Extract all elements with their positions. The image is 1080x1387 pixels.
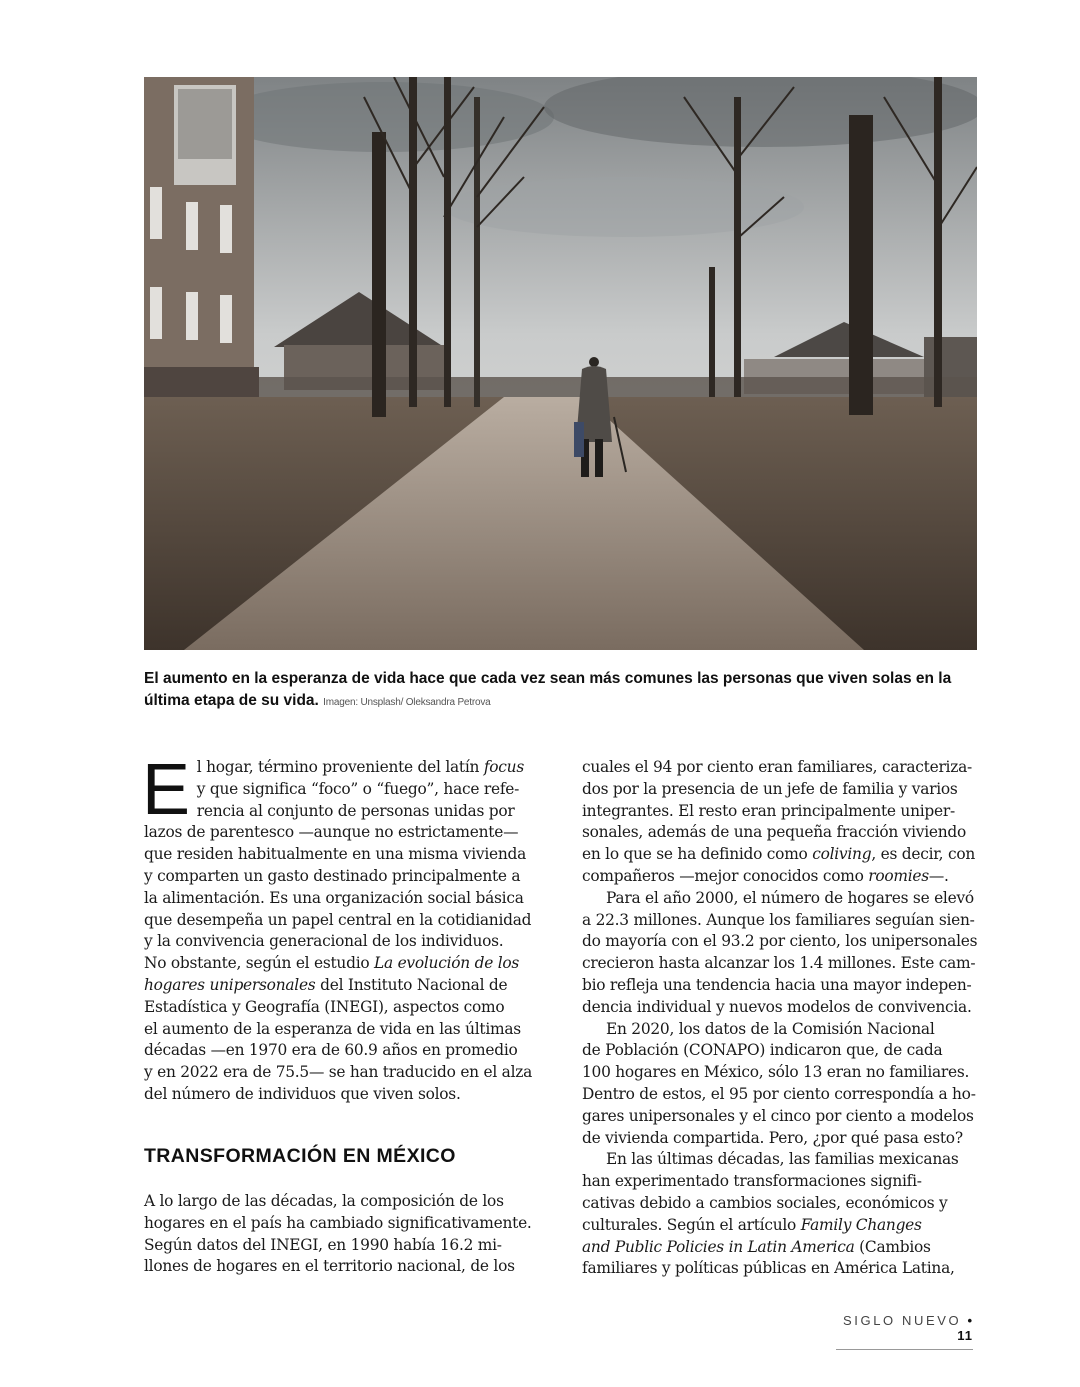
text-line: Dentro de estos, el 95 por ciento correspondía a ho- bbox=[582, 1084, 976, 1103]
text-line: A lo largo de las décadas, la composición de los bbox=[144, 1192, 504, 1210]
intro-paragraph bbox=[142, 750, 537, 1106]
text-line: and Public Policies in Latin America (Cambios bbox=[582, 1237, 931, 1256]
text-line: compañeros —mejor conocidos como roomies—. bbox=[582, 866, 949, 885]
text-line: No obstante, según el estudio La evolución de los bbox=[144, 954, 520, 973]
text-line: de Población (CONAPO) indicaron que, de cada bbox=[582, 1041, 943, 1060]
text-line: bio refleja una tendencia hacia una mayor indepen- bbox=[582, 975, 972, 994]
article-column-left bbox=[142, 750, 537, 1106]
section-heading: TRANSFORMACIÓN EN MÉXICO bbox=[144, 1145, 456, 1167]
photo-village-road bbox=[144, 77, 977, 650]
caption-text: El aumento en la esperanza de vida hace que cada vez sean más comunes las personas que viven solas en la última etapa de su vida. bbox=[144, 670, 952, 709]
text-line: han experimentado transformaciones signifi- bbox=[582, 1172, 922, 1191]
text-line: dos por la presencia de un jefe de familia y varios bbox=[582, 779, 958, 798]
text-line: hogares en el país ha cambiado significativamente. bbox=[144, 1213, 532, 1232]
page-folio bbox=[836, 1313, 973, 1350]
photo-caption bbox=[144, 668, 979, 714]
text-line: en lo que se ha definido como coliving, es decir, con bbox=[582, 845, 976, 864]
text-line: y la convivencia generacional de los individuos. bbox=[144, 932, 504, 951]
text-line: En 2020, los datos de la Comisión Nacional bbox=[606, 1019, 935, 1038]
text-line: Estadística y Geografía (INEGI), aspectos como bbox=[144, 997, 505, 1016]
text-line: En las últimas décadas, las familias mexicanas bbox=[606, 1150, 959, 1169]
text-line: cativas debido a cambios sociales, económicos y bbox=[582, 1193, 948, 1212]
drop-cap: E bbox=[142, 750, 190, 830]
text-line: llones de hogares en el territorio nacional, de los bbox=[144, 1257, 515, 1276]
text-line: cuales el 94 por ciento eran familiares, caracteriza- bbox=[582, 758, 972, 776]
text-line: l hogar, término proveniente del latín focus bbox=[196, 758, 524, 776]
text-line: do mayoría con el 93.2 por ciento, los unipersonales bbox=[582, 932, 978, 951]
text-line: Según datos del INEGI, en 1990 había 16.2 mi- bbox=[144, 1235, 502, 1254]
article-column-right bbox=[582, 757, 976, 1280]
page-number: 11 bbox=[957, 1328, 973, 1343]
text-line: hogares unipersonales del Instituto Nacional de bbox=[144, 975, 508, 994]
publication-name: SIGLO NUEVO bbox=[843, 1313, 962, 1328]
text-line: y en 2022 era de 75.5— se han traducido en el alza bbox=[144, 1063, 533, 1082]
text-line: crecieron hasta alcanzar los 1.4 millones. Este cam- bbox=[582, 954, 976, 973]
text-line: rencia al conjunto de personas unidas por bbox=[196, 801, 515, 820]
text-line: familiares y políticas públicas en América Latina, bbox=[582, 1259, 955, 1278]
text-line: Para el año 2000, el número de hogares se elevó bbox=[606, 888, 974, 907]
text-line: a 22.3 millones. Aunque los familiares seguían sien- bbox=[582, 910, 975, 929]
text-line: gares unipersonales y el cinco por ciento a modelos bbox=[582, 1106, 974, 1125]
article-column-left-continued bbox=[144, 1191, 544, 1278]
text-line: que desempeña un papel central en la cotidianidad bbox=[144, 910, 532, 929]
text-line: lazos de parentesco —aunque no estrictamente— bbox=[144, 823, 519, 842]
text-line: que residen habitualmente en una misma vivienda bbox=[144, 845, 527, 864]
article-photo bbox=[144, 77, 977, 650]
text-line: dencia individual y nuevos modelos de convivencia. bbox=[582, 997, 972, 1016]
text-line: décadas —en 1970 era de 60.9 años en promedio bbox=[144, 1041, 518, 1060]
text-line: de vivienda compartida. Pero, ¿por qué pasa esto? bbox=[582, 1128, 963, 1147]
text-line: y que significa “foco” o “fuego”, hace refe- bbox=[196, 779, 520, 798]
text-line: culturales. Según el artículo Family Changes bbox=[582, 1215, 922, 1234]
folio-separator: • bbox=[967, 1313, 973, 1328]
text-line: sonales, además de una pequeña fracción viviendo bbox=[582, 823, 967, 842]
text-line: del número de individuos que viven solos. bbox=[144, 1084, 461, 1103]
photo-credit: Imagen: Unsplash/ Oleksandra Petrova bbox=[323, 697, 491, 708]
text-line: integrantes. El resto eran principalmente uniper- bbox=[582, 801, 955, 820]
text-line: 100 hogares en México, sólo 13 eran no familiares. bbox=[582, 1063, 970, 1082]
text-line: y comparten un gasto destinado principalmente a bbox=[144, 866, 521, 885]
text-line: el aumento de la esperanza de vida en las últimas bbox=[144, 1019, 521, 1038]
text-line: la alimentación. Es una organización social básica bbox=[144, 888, 524, 907]
